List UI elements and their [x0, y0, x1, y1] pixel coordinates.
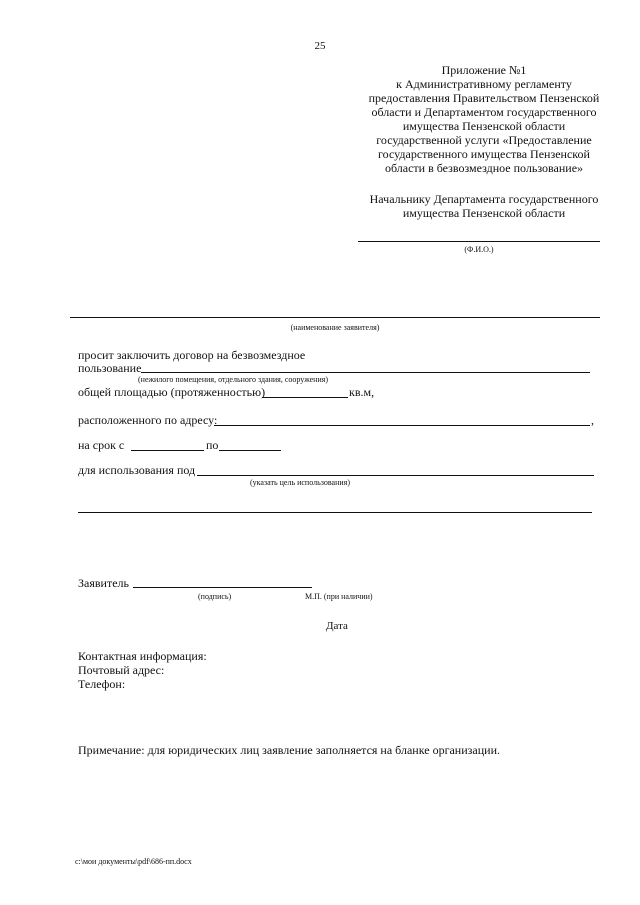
- annex-line: области и Департаментом государственного: [371, 105, 597, 119]
- area-line: [262, 397, 348, 398]
- annex-line: государственной услуги «Предоставление: [376, 133, 592, 147]
- contacts-block: [78, 649, 207, 691]
- extra-line: [78, 512, 592, 513]
- stamp-caption: М.П. (при наличии): [305, 592, 373, 601]
- term-from-line: [131, 450, 204, 451]
- page-number: 25: [314, 40, 326, 52]
- request-line-usage: пользование: [78, 361, 142, 375]
- note-text: Примечание: для юридических лиц заявление заполняется на бланке организации.: [78, 743, 500, 757]
- contact-info-label: Контактная информация:: [78, 649, 207, 663]
- annex-line: государственного имущества Пензенской: [378, 147, 590, 161]
- date-label: Дата: [326, 620, 348, 632]
- signature-caption: (подпись): [198, 592, 232, 601]
- applicant-label: Заявитель: [78, 576, 129, 590]
- purpose-line: [197, 475, 594, 476]
- term-to-line: [219, 450, 281, 451]
- term-label: на срок с: [78, 438, 125, 452]
- term-to-label: по: [206, 438, 219, 452]
- address-comma: ,: [591, 413, 594, 427]
- fio-line: [358, 241, 600, 242]
- addressee-line: имущества Пензенской области: [402, 206, 566, 220]
- purpose-caption: (указать цель использования): [250, 478, 350, 487]
- phone-label: Телефон:: [78, 677, 126, 691]
- annex-line: предоставления Правительством Пензенской: [368, 91, 600, 105]
- annex-line: к Административному регламенту: [396, 77, 572, 91]
- annex-block: [350, 63, 618, 175]
- signature-line: [133, 587, 312, 588]
- annex-line: Приложение №1: [441, 63, 527, 77]
- purpose-label: для использования под: [78, 463, 196, 477]
- area-unit: кв.м,: [349, 385, 375, 399]
- postal-address-label: Почтовый адрес:: [78, 663, 165, 677]
- addressee-line: Начальнику Департамента государственного: [369, 192, 599, 206]
- object-line: [141, 372, 590, 373]
- footer-file-path: c:\мои документы\pdf\686-пп.docx: [75, 857, 192, 866]
- area-label: общей площадью (протяженностью): [78, 385, 266, 399]
- address-label: расположенного по адресу:: [78, 413, 218, 427]
- fio-caption: (Ф.И.О.): [464, 245, 494, 254]
- applicant-name-caption: (наименование заявителя): [290, 323, 380, 332]
- object-caption: (нежилого помещения, отдельного здания, сооружения): [138, 375, 329, 384]
- address-line: [214, 425, 590, 426]
- request-line: просит заключить договор на безвозмездное: [78, 348, 306, 362]
- applicant-name-line: [70, 317, 600, 318]
- addressee-block: [350, 192, 618, 220]
- annex-line: имущества Пензенской области: [402, 119, 566, 133]
- annex-line: области в безвозмездное пользование»: [384, 161, 584, 175]
